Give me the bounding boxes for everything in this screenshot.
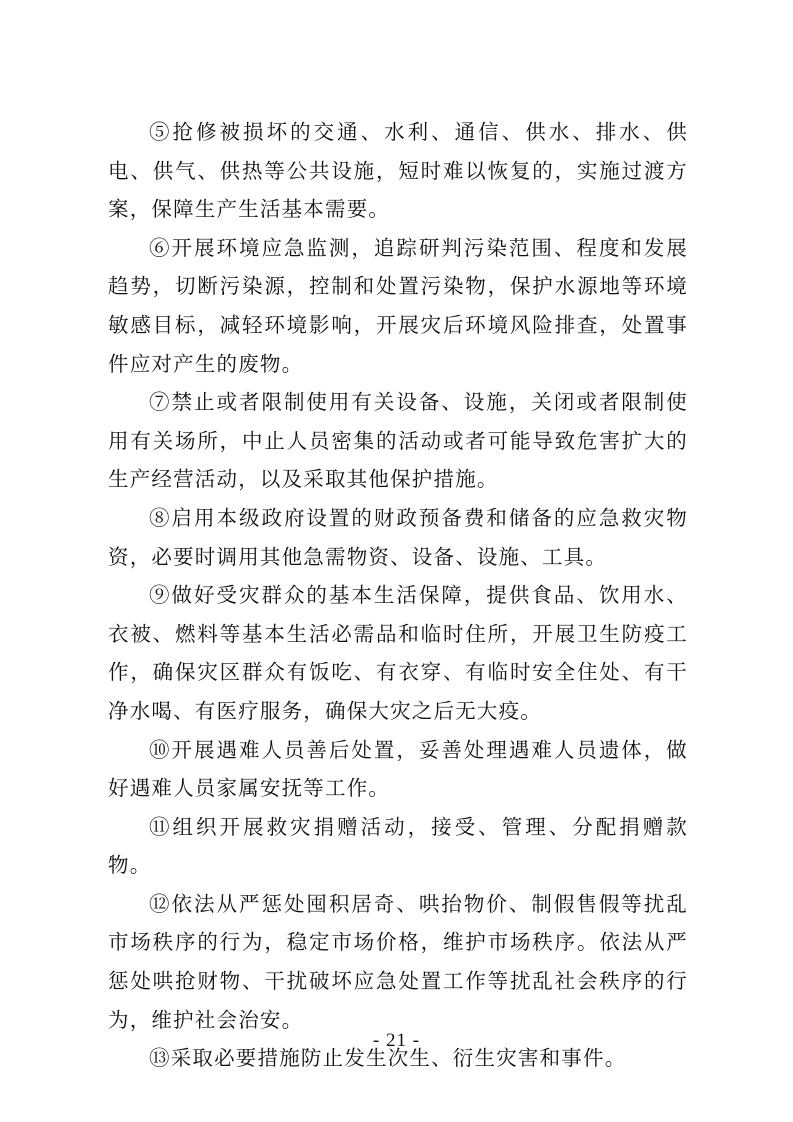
paragraph-item-5: ⑤抢修被损坏的交通、水利、通信、供水、排水、供电、供气、供热等公共设施，短时难以恢复的，实施过渡方案，保障生产生活基本需要。	[108, 120, 688, 222]
paragraph-item-10: ⑩开展遇难人员善后处置，妥善处理遇难人员遗体，做好遇难人员家属安抚等工作。	[108, 737, 688, 801]
paragraph-item-11: ⑪组织开展救灾捐赠活动，接受、管理、分配捐赠款物。	[108, 814, 688, 878]
page-number: - 21 -	[372, 1030, 421, 1051]
paragraph-item-9: ⑨做好受灾群众的基本生活保障，提供食品、饮用水、衣被、燃料等基本生活必需品和临时住所，开展卫生防疫工作，确保灾区群众有饭吃、有衣穿、有临时安全住处、有干净水喝、有医疗服务，确保大灾之后无大疫。	[108, 583, 688, 723]
paragraph-item-8: ⑧启用本级政府设置的财政预备费和储备的应急救灾物资，必要时调用其他急需物资、设备、设施、工具。	[108, 505, 688, 569]
paragraph-item-12: ⑫依法从严惩处囤积居奇、哄抬物价、制假售假等扰乱市场秩序的行为，稳定市场价格，维护市场秩序。依法从严惩处哄抢财物、干扰破坏应急处置工作等扰乱社会秩序的行为，维护社会治安。	[108, 891, 688, 1032]
paragraph-item-7: ⑦禁止或者限制使用有关设备、设施，关闭或者限制使用有关场所，中止人员密集的活动或者可能导致危害扩大的生产经营活动，以及采取其他保护措施。	[108, 390, 688, 492]
document-body	[108, 113, 688, 1078]
paragraph-item-13: ⑬采取必要措施防止发生次生、衍生灾害和事件。	[149, 1046, 627, 1071]
paragraph-item-6: ⑥开展环境应急监测，追踪研判污染范围、程度和发展趋势，切断污染源，控制和处置污染物，保护水源地等环境敏感目标，减轻环境影响，开展灾后环境风险排查，处置事件应对产生的废物。	[108, 235, 688, 376]
